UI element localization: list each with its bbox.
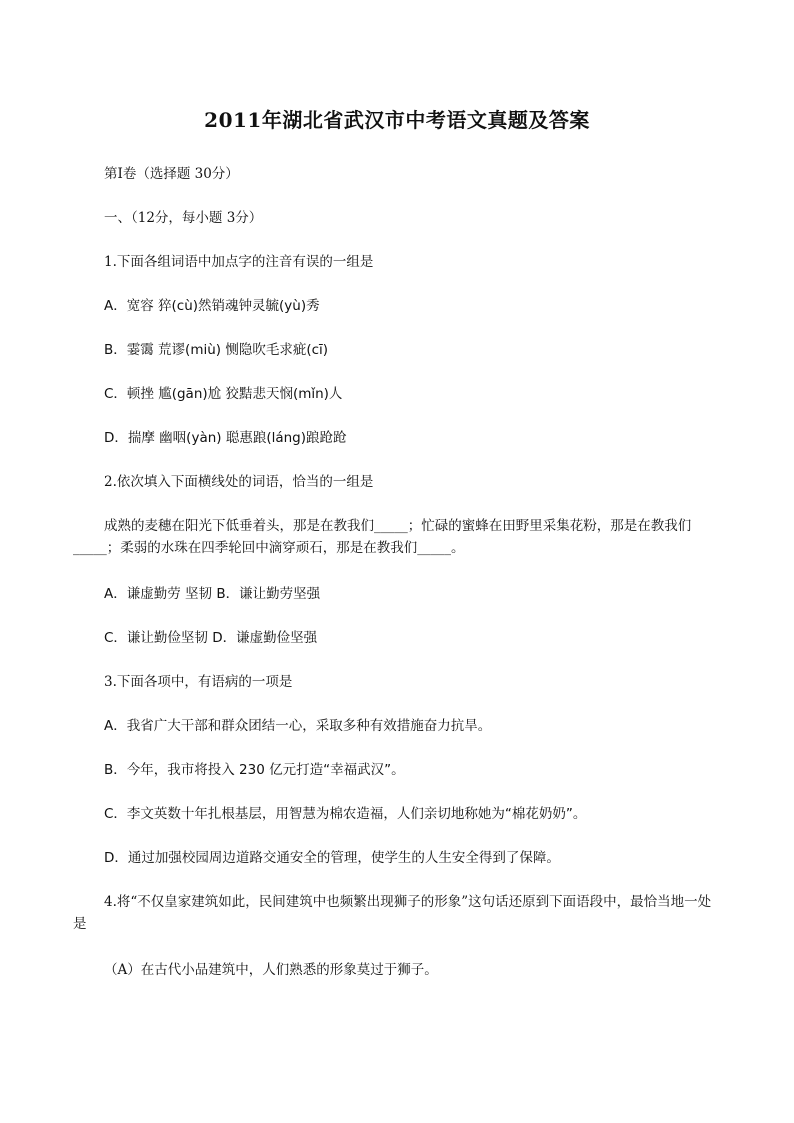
question-2-stem: 2.依次填入下面横线处的词语，恰当的一组是 <box>104 474 374 490</box>
question-3-stem: 3.下面各项中，有语病的一项是 <box>104 674 293 690</box>
question-3-option-b: B．今年，我市将投入 230 亿元打造“幸福武汉”。 <box>104 762 405 778</box>
question-1-stem: 1.下面各组词语中加点字的注音有误的一组是 <box>104 254 374 270</box>
section-heading: 第Ⅰ卷（选择题 30分） <box>104 166 239 182</box>
document-title: 2011年湖北省武汉市中考语文真题及答案 <box>204 108 590 132</box>
question-1-option-c: C．顿挫 尴(gān)尬 狡黠悲天悯(mǐn)人 <box>104 386 343 402</box>
question-1-option-b: B．霎霭 荒谬(miù) 恻隐吹毛求疵(cī) <box>104 342 329 358</box>
question-1-option-d: D．揣摩 幽咽(yàn) 聪惠踉(láng)踉跄跄 <box>104 430 347 446</box>
question-4-stem: 4.将“不仅皇家建筑如此，民间建筑中也频繁出现狮子的形象”这句话还原到下面语段中，最恰当地一处是 <box>73 894 712 932</box>
question-2-passage: 成熟的麦穗在阳光下低垂着头，那是在教我们_____；忙碌的蜜蜂在田野里采集花粉，那是在教我们_____；柔弱的水珠在四季轮回中滴穿顽石，那是在教我们_____。 <box>73 518 692 556</box>
question-2-options-ab: A．谦虚勤劳 坚韧 B．谦让勤劳坚强 <box>104 586 321 602</box>
question-2-options-cd: C．谦让勤俭坚韧 D．谦虚勤俭坚强 <box>104 630 318 646</box>
question-4-sentence-a: （A）在古代小品建筑中，人们熟悉的形象莫过于狮子。 <box>104 962 438 978</box>
question-3-option-a: A．我省广大干部和群众团结一心，采取多种有效措施奋力抗旱。 <box>104 718 492 734</box>
question-3-option-d: D．通过加强校园周边道路交通安全的管理，使学生的人生安全得到了保障。 <box>104 850 560 866</box>
question-3-option-c: C．李文英数十年扎根基层，用智慧为棉农造福，人们亲切地称她为“棉花奶奶”。 <box>104 806 587 822</box>
part-heading: 一、（12分，每小题 3分） <box>104 210 263 226</box>
question-1-option-a: A．宽容 猝(cù)然销魂钟灵毓(yù)秀 <box>104 298 320 314</box>
